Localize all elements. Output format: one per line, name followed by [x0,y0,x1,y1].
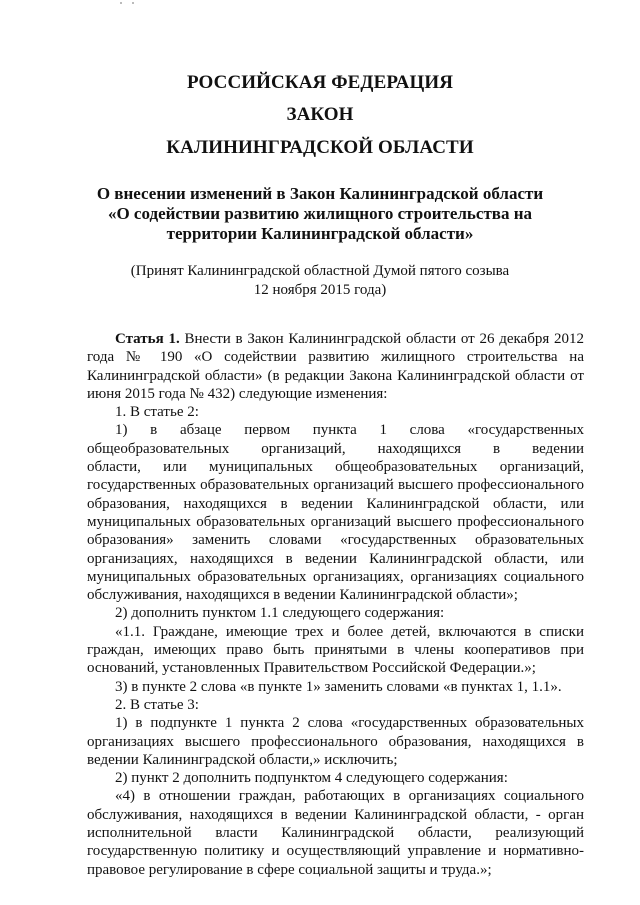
adoption-note-line-2: 12 ноября 2015 года) [253,282,387,298]
text-line: обслуживания, находящихся в ведении Калининградской области»; [87,587,518,604]
text-line: июня 2015 года № 432) следующие изменения: [87,385,388,402]
text-line: муниципальных образовательных организациях, организациях социального [87,568,584,585]
header-region: КАЛИНИНГРАДСКОЙ ОБЛАСТИ [166,137,474,158]
article-label: Статья 1. [115,331,180,347]
text-line: области, или муниципальных общеобразовательных организаций, [87,459,584,476]
text-line: правовое регулирование в сфере социальной защиты и труда.»; [87,861,492,878]
text-line: «4) в отношении граждан, работающих в организациях социального [115,788,584,805]
text-line: года № 190 «О содействии развитию жилищного строительства на [87,349,584,366]
header-country: РОССИЙСКАЯ ФЕДЕРАЦИЯ [186,72,454,93]
text-line: 3) в пункте 2 слова «в пункте 1» заменить словами «в пунктах 1, 1.1». [115,678,562,695]
title-line-3: территории Калининградской области» [166,224,474,243]
text-line: ведении Калининградской области,» исключить; [87,751,398,768]
text-line: Калининградской области» (в редакции Закона Калининградской области от [87,367,584,384]
text-line: государственную политику и осуществляющий управление и нормативно- [87,843,584,860]
text-line: государственных образовательных организаций высшего профессионального [87,477,584,494]
text-line: 1) в абзаце первом пункта 1 слова «государственных [115,422,584,439]
article-body [87,330,584,879]
text-line: 1. В статье 2: [115,404,199,421]
text-line: организациях высшего профессионального образования, находящихся в [87,733,584,750]
article-first-line [87,330,584,348]
text-line: граждан, имеющих право быть принятыми в члены кооперативов при [87,642,584,659]
text-line: 2) пункт 2 дополнить подпунктом 4 следующего содержания: [115,770,508,787]
text-line: 2) дополнить пунктом 1.1 следующего содержания: [115,605,445,622]
text-line: исполнительной власти Калининградской области, реализующий [87,825,584,842]
title-line-2: «О содействии развитию жилищного строительства на [107,204,533,223]
text-line: оснований, установленных Правительством Российской Федерации.»; [87,660,536,677]
text-line: образования, находящихся в ведении Калининградской области, или [87,495,584,512]
text-line: муниципальных образовательных организаций высшего профессионального [87,513,584,530]
header-law: ЗАКОН [286,104,354,125]
text-line: образования» заменить словами «государственных образовательных [87,532,584,549]
scan-artifact [120,2,140,4]
text-line: обслуживания, находящихся в ведении Калининградской области, - орган [87,806,584,823]
text-line: 1) в подпункте 1 пункта 2 слова «государственных образовательных [115,715,584,732]
text-line: организациях, находящихся в ведении Калининградской области, или [87,550,584,567]
article-first-line-text: Внести в Закон Калининградской области от 26 декабря 2012 [184,331,584,347]
text-line: 2. В статье 3: [115,696,199,713]
adoption-note-line-1: (Принят Калининградской областной Думой пятого созыва [130,263,510,279]
title-line-1: О внесении изменений в Закон Калининградской области [96,184,544,203]
text-line: «1.1. Граждане, имеющие трех и более детей, включаются в списки [115,623,584,640]
text-line: общеобразовательных организаций, находящихся в ведении [87,440,584,457]
